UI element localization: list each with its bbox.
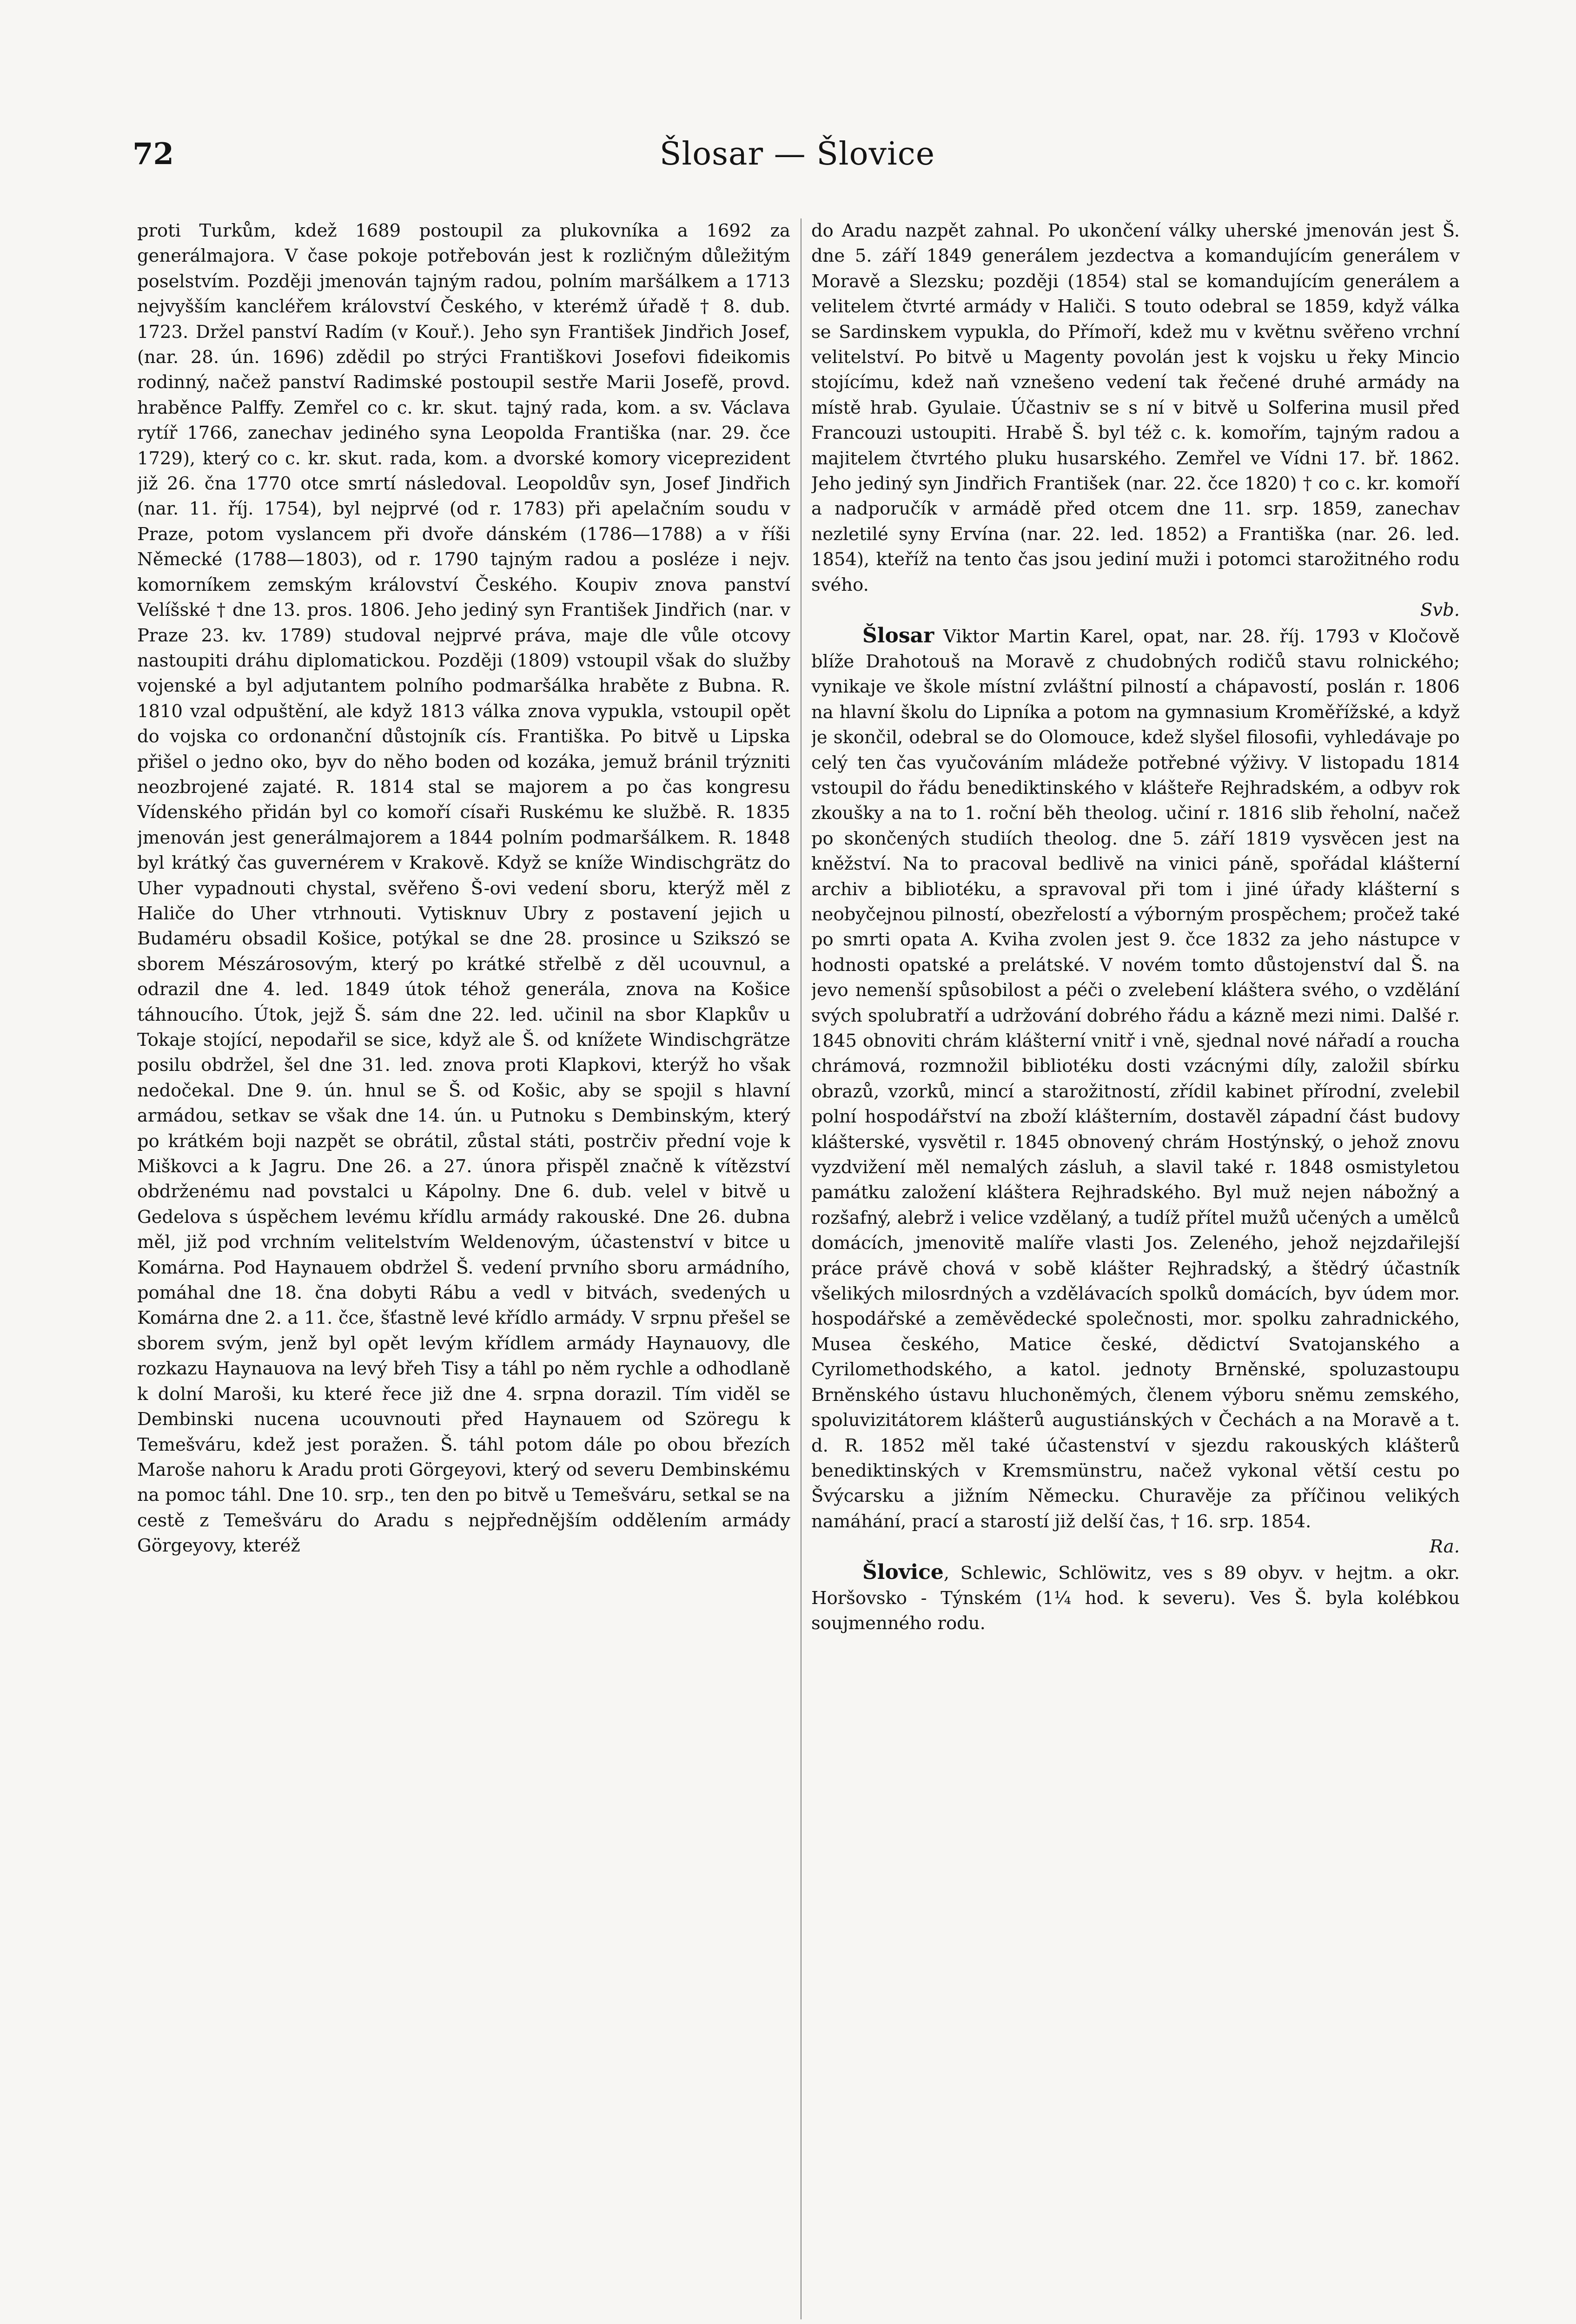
entry-headword-slovice: Šlovice [862, 1560, 944, 1584]
entry-body-slovice: , Schlewic, Schlöwitz, ves s 89 obyv. v hejtm. a okr. Horšovsko - Týnském (1¼ hod. k severu). Ves Š. byla kolébkou soujmenného rodu. [811, 1562, 1460, 1634]
running-head: Šlosar — Šlovice [659, 136, 935, 172]
signature-ra: Ra. [1429, 1536, 1460, 1558]
entry-headword-slosar: Šlosar [862, 623, 934, 647]
entry-slovice [811, 1560, 1460, 1637]
page-number: 72 [132, 137, 174, 172]
entry-body-slosar: Viktor Martin Karel, opat, nar. 28. říj. 1793 v Kločově blíže Drahotouš na Moravě z chudobných rodičů stavu rolnického; vynikaje ve škole místní zvláštní pilností a chápavostí, poslán r. 1806 na hlavní školu do Lipníka a potom na gymnasium Kroměřížské, a když je skončil, odebral se do Olomouce, kdež slyšel filosofii, vyhledávaje po celý ten čas vyučováním mládeže potřebné výživy. V listopadu 1814 vstoupil do řádu benediktinského v klášteře Rejhradském, a odbyv rok zkoušky a na to 1. roční běh theolog. učiní r. 1816 slib řeholní, načež po skončených studiích theolog. dne 5. září 1819 vysvěcen jest na kněžství. Na to pracoval bedlivě na vinici páně, spořádal klášterní archiv a bibliotéku, a spravoval při tom i jiné úřady klášterní s neobyčejnou pilností, obezřelostí a výborným prospěchem; pročež také po smrti opata A. Kviha zvolen jest 9. čce 1832 za jeho nástupce v hodnosti opatské a prelátské. V novém tomto důstojenství dal Š. na jevo nemenší spůsobilost a péči o zvelebení kláštera svého, o vzdělání svých spolubratří a udržování dobrého řádu a kázně mezi nimi. Dalšé r. 1845 obnoviti chrám klášterní vnitř i vně, sjednal nové nářadí a roucha chrámová, rozmnožil bibliotéku dosti vzácnými díly, založil sbírku obrazů, vzorků, mincí a starožitností, zřídil kabinet přírodní, zvelebil polní hospodářství na zboží klášterním, dostavěl západní část budovy klášterské, vysvětil r. 1845 obnovený chrám Hostýnský, o jehož znovu vyzdvižení měl nemalých zásluh, a slavil také r. 1848 osmistyletou památku založení kláštera Rejhradského. Byl muž nejen nábožný a rozšafný, alebrž i velice vzdělaný, a tudíž přítel mužů učených a umělců domácích, jmenovitě malíře vlasti Jos. Zeleného, jehož nejzdařilejší práce právě chová v sobě klášter Rejhradský, a štědrý účastník všelikých milosrdných a vzdělávacích spolků domácích, byv údem mor. hospodářské a zeměvědecké společnosti, mor. spolku zahradnického, Musea českého, Matice české, dědictví Svatojanského a Cyrilomethodského, a katol. jednoty Brněnské, spoluzastoupu Brněnského ústavu hluchoněmých, členem výboru sněmu zemského, spoluvizitátorem klášterů augustiánských v Čechách a na Moravě a t. d. R. 1852 měl také účastenství v sjezdu rakouských klášterů benediktinských v Kremsmünstru, načež vykonal větší cestu po Švýcarsku a jižním Německu. Churavěje za příčinou velikých namáhání, prací a starostí již delší čas, † 16. srp. 1854. [811, 626, 1460, 1532]
entry-slosar [811, 623, 1460, 1535]
signature-svb: Svb. [1420, 600, 1460, 621]
left-column-text: proti Turkům, kdež 1689 postoupil za plukovníka a 1692 za generálmajora. V čase pokoje potřebován jest k rozličným důležitým poselstvím. Později jmenován tajným radou, polním maršálkem a 1713 nejvyšším kancléřem království Českého, v kterémž úřadě † 8. dub. 1723. Držel panství Radím (v Kouř.). Jeho syn František Jindřich Josef, (nar. 28. ún. 1696) zdědil po strýci Františkovi Josefovi fideikomis rodinný, načež panství Radimské postoupil sestře Marii Josefě, provd. hraběnce Palffy. Zemřel co c. kr. skut. tajný rada, kom. a sv. Václava rytíř 1766, zanechav jediného syna Leopolda Františka (nar. 29. čce 1729), který co c. kr. skut. rada, kom. a dvorské komory viceprezident již 26. čna 1770 otce smrtí následoval. Leopoldův syn, Josef Jindřich (nar. 11. říj. 1754), byl nejprvé (od r. 1783) při apelačním soudu v Praze, potom vyslancem při dvoře dánském (1786—1788) a v říši Německé (1788—1803), od r. 1790 tajným radou a posléze i nejv. komorníkem zemským království Českého. Koupiv znova panství Velíšské † dne 13. pros. 1806. Jeho jediný syn František Jindřich (nar. v Praze 23. kv. 1789) studoval nejprvé práva, maje dle vůle otcovy nastoupiti dráhu diplomatickou. Později (1809) vstoupil však do služby vojenské a byl adjutantem polního podmaršálka hraběte z Bubna. R. 1810 vzal odpuštění, ale když 1813 válka znova vypukla, vstoupil opět do vojska co ordonanční důstojník cís. Františka. Po bitvě u Lipska přišel o jedno oko, byv do něho boden od kozáka, jemuž bránil trýzniti neozbrojené zajaté. R. 1814 stal se majorem a po čas kongresu Vídenského přidán byl co komoří císaři Ruskému ke službě. R. 1835 jmenován jest generálmajorem a 1844 polním podmaršálkem. R. 1848 byl krátký čas guvernérem v Krakově. Když se kníže Windischgrätz do Uher vypadnouti chystal, svěřeno Š-ovi vedení sboru, kterýž měl z Haliče do Uher vtrhnouti. Vytisknuv Ubry z postavení jejich u Budaméru obsadil Košice, potýkal se dne 28. prosince u Szikszó se sborem Mészárosovým, který po krátké střelbě z děl ucouvnul, a odrazil dne 4. led. 1849 útok téhož generála, znova na Košice táhnoucího. Útok, jejž Š. sám dne 22. led. učinil na sbor Klapkův u Tokaje stojící, nepodařil se sice, když ale Š. od knížete Windischgrätze posilu obdržel, šel dne 31. led. znova proti Klapkovi, kterýž ho však nedočekal. Dne 9. ún. hnul se Š. od Košic, aby se spojil s hlavní armádou, setkav se však dne 14. ún. u Putnoku s Dembinským, který po krátkém boji nazpět se obrátil, zůstal státi, postrčiv přední voje k Miškovci a k Jagru. Dne 26. a 27. února přispěl značně k vítězství obdrženému nad povstalci u Kápolny. Dne 6. dub. velel v bitvě u Gedelova s úspěchem levému křídlu armády rakouské. Dne 26. dubna měl, již pod vrchním velitelstvím Weldenovým, účastenství v bitce u Komárna. Pod Haynauem obdržel Š. vedení prvního sboru armádního, pomáhal dne 18. čna dobyti Rábu a vedl v bitvách, svedených u Komárna dne 2. a 11. čce, šťastně levé křídlo armády. V srpnu přešel se sborem svým, jenž byl opět levým křídlem armády Haynauovy, dle rozkazu Haynauova na levý břeh Tisy a táhl po něm rychle a odhodlaně k dolní Maroši, ku které řece již dne 4. srpna dorazil. Tím viděl se Dembinski nucena ucouvnouti před Haynauem od Szöregu k Temešváru, kdež jest poražen. Š. táhl potom dále po obou březích Maroše nahoru k Aradu proti Görgeyovi, který od severu Dembinskému na pomoc táhl. Dne 10. srp., ten den po bitvě u Temešváru, setkal se na cestě z Temešváru do Aradu s nejpřednějším oddělením armády Görgeyovy, kteréž [137, 220, 790, 1557]
right-column-text-1: do Aradu nazpět zahnal. Po ukončení války uherské jmenován jest Š. dne 5. září 1849 generálem jezdectva a komandujícím generálem v Moravě a Slezsku; později (1854) stal se komandujícím generálem a velitelem čtvrté armády v Haliči. S touto odebral se 1859, když válka se Sardinskem vypukla, do Přímoří, kdež mu v květnu svěřeno vrchní velitelství. Po bitvě u Magenty povolán jest k vojsku u řeky Mincio stojícímu, kdež naň vznešeno vedení tak řečené druhé armády na místě hrab. Gyulaie. Účastniv se s ní v bitvě u Solferina musil před Francouzi ustoupiti. Hrabě Š. byl též c. k. komořím, tajným radou a majitelem čtvrtého pluku husarského. Zemřel ve Vídni 17. bř. 1862. Jeho jediný syn Jindřich František (nar. 22. čce 1820) † co c. kr. komoří a nadporučík v armádě před otcem dne 11. srp. 1859, zanechav nezletilé syny Ervína (nar. 22. led. 1852) a Františka (nar. 26. led. 1854), kteříž na tento čas jsou jediní muži i potomci starožitného rodu svého. [811, 220, 1460, 595]
left-column [137, 218, 790, 2319]
right-column [811, 218, 1460, 2319]
